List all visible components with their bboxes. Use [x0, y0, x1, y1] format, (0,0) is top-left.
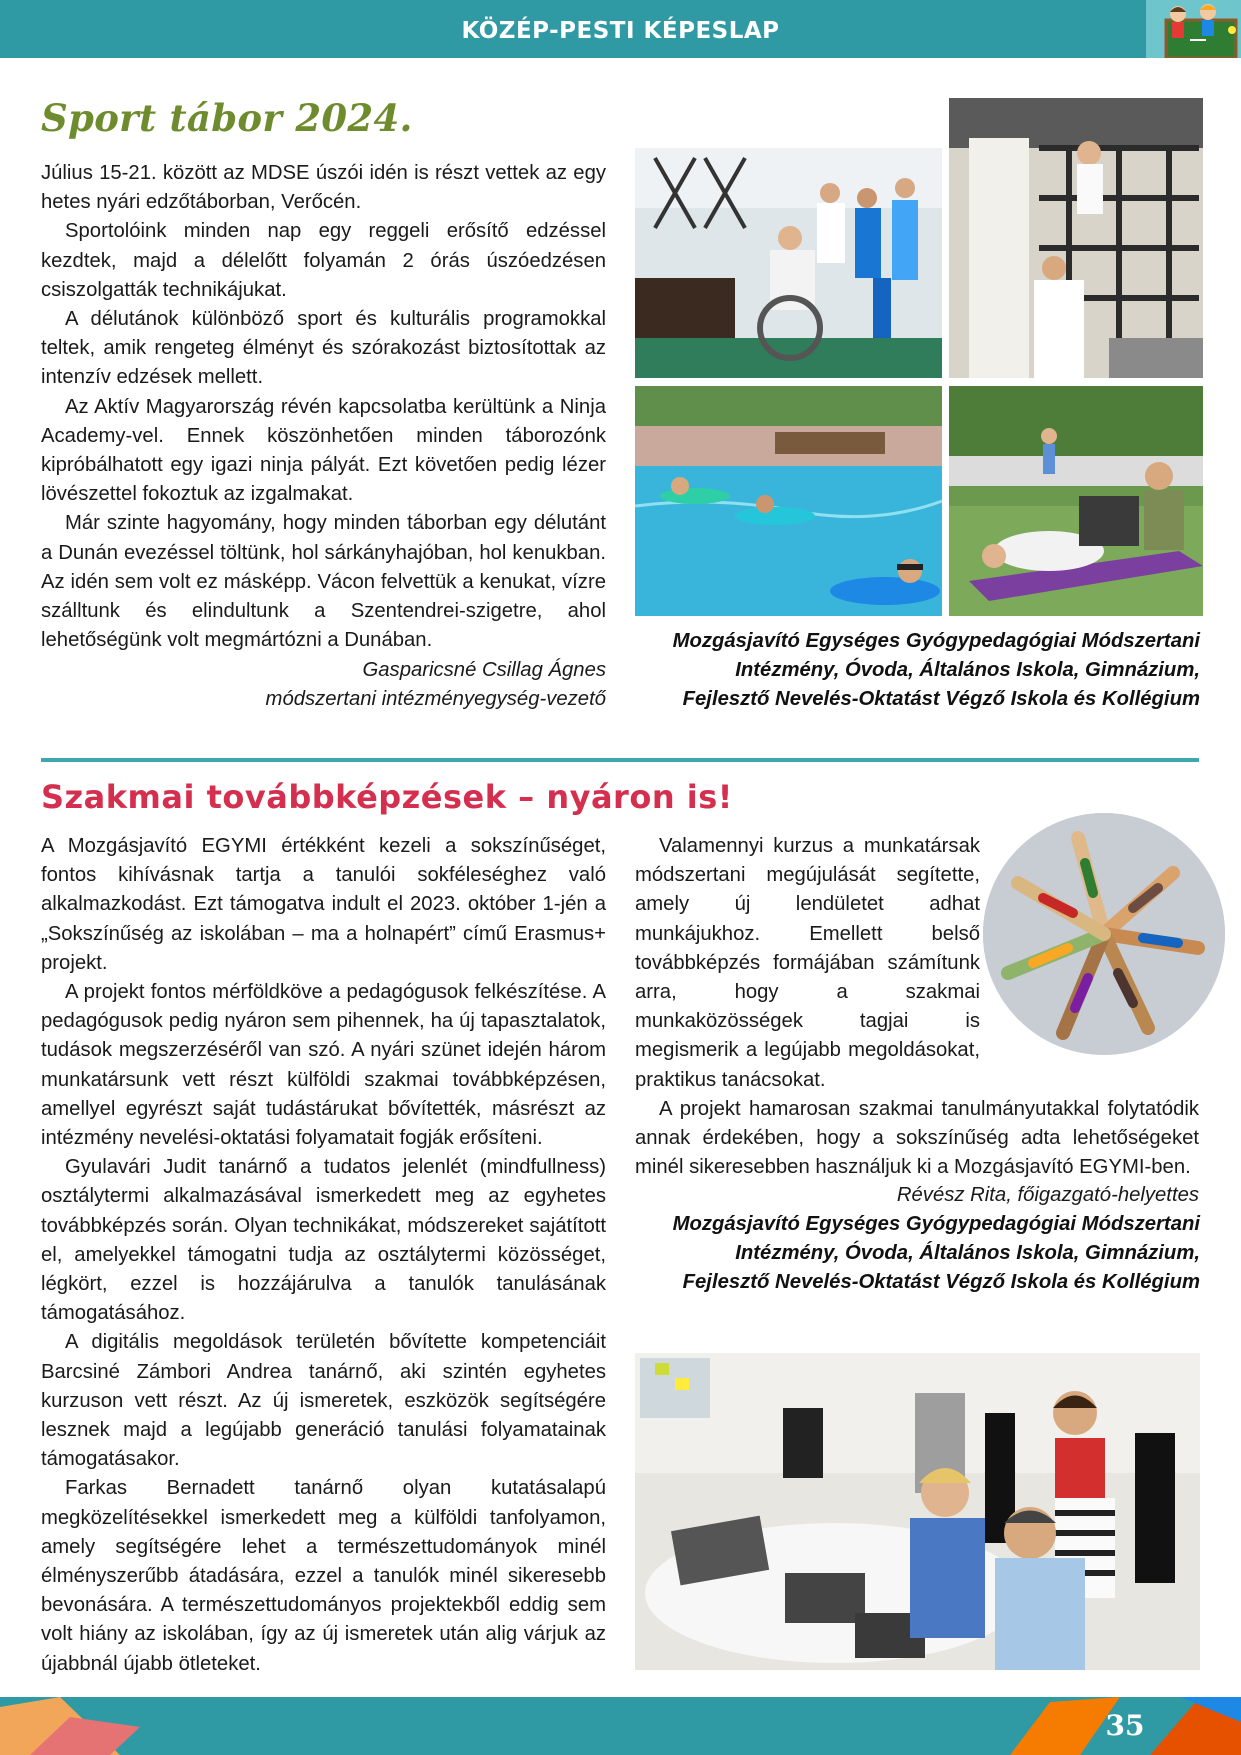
article1-paragraph: Már szinte hagyomány, hogy minden táborban egy délutánt a Dunán evezéssel töltünk, hol sárkányhajóban, hol kenukban. Az idén sem volt ez másképp. Vácon felvettük a kenukat, vízre szálltunk és elindultunk a Szentendrei-szigetre, ahol lehetőségünk volt megmártózni a Dunában.: [41, 512, 606, 652]
article1-signature: [41, 656, 606, 714]
article2-left-column: [41, 832, 606, 1679]
article1-body: [41, 159, 606, 655]
institution-line: Fejlesztő Nevelés-Oktatást Végző Iskola és Kollégium: [682, 1271, 1200, 1294]
magazine-title: KÖZÉP-PESTI KÉPESLAP: [461, 18, 780, 44]
article1-paragraph: Július 15-21. között az MDSE úszói idén is részt vettek az egy hetes nyári edzőtáborban, Verőcén.: [41, 162, 606, 214]
photo-pool-swimmers: [635, 386, 942, 616]
institution-line: Intézmény, Óvoda, Általános Iskola, Gimnázium,: [735, 1242, 1200, 1265]
photo-teachers-workshop: [635, 1353, 1200, 1670]
institution-line: Mozgásjavító Egységes Gyógypedagógiai Módszertani: [672, 630, 1200, 652]
article1-paragraph: Sportolóink minden nap egy reggeli erősítő edzéssel kezdtek, majd a délelőtt folyamán 2 órás úszóedzésen csiszolgatták technikájukat.: [41, 220, 606, 301]
institution-line: Intézmény, Óvoda, Általános Iskola, Gimnázium,: [735, 659, 1200, 682]
photo-ninja-climbing: [949, 98, 1203, 378]
photo-outdoor-exercise: [949, 386, 1203, 616]
article2-paragraph: A Mozgásjavító EGYMI értékként kezeli a sokszínűséget, fontos kihívásnak tartja a tanulói sokféleséghez való alkalmazkodást. Ezt támogatva indult el 2023. október 1-jén a „Sokszínűség az iskolában – ma a holnapért” című Erasmus+ projekt.: [41, 835, 606, 974]
article2-right-column: [635, 832, 1199, 1182]
article2-paragraph: Gyulavári Judit tanárnő a tudatos jelenlét (mindfullness) osztálytermi alkalmazásával ismerkedett meg az egyhetes továbbképzés során. Olyan technikákat, módszereket sajátított el, amelyekkel támogatni tudja az osztálytermi közösséget, légkört, ezzel is hozzájárulva a tanulók tanulásának támogatásához.: [41, 1156, 606, 1325]
article2-title: Szakmai továbbképzések – nyáron is!: [41, 778, 733, 816]
article2-paragraph: Valamennyi kurzus a munkatársak módszertani megújulását segítette, amely új lendületet adhat munkájukhoz. Emellett belső továbbképzés formájában számítunk arra, hogy a szakmai munkaközösségek tagjai is megismerik a legújabb megoldásokat, praktikus tanácsokat.: [635, 835, 980, 1091]
header-illustration: [1146, 0, 1241, 58]
photo-laser-shooting: [635, 148, 942, 378]
article1-paragraph: Az Aktív Magyarország révén kapcsolatba kerültünk a Ninja Academy-vel. Ennek köszönhetően minden táborozónk kipróbálhatott egy igazi ninja pályát. Ezt követően pedig lézer lövészettel fokoztuk az izgalmakat.: [41, 395, 606, 506]
page-footer-bar: [0, 1697, 1241, 1755]
signature-name: Gasparicsné Csillag Ágnes: [362, 659, 606, 681]
institution-line: Mozgásjavító Egységes Gyógypedagógiai Módszertani: [672, 1213, 1200, 1235]
institution-line: Fejlesztő Nevelés-Oktatást Végző Iskola és Kollégium: [682, 688, 1200, 711]
article2-paragraph: A projekt fontos mérföldköve a pedagógusok felkészítése. A pedagógusok pedig nyáron sem pihennek, ha új tapasztalatok, tudások megszerzéséről van szó. A nyári szünet idején három munkatársunk vett részt külföldi szakmai továbbképzésen, amellyel egyrészt saját tudástárukat bővítették, másrészt az intézmény nevelési-oktatási folyamatait fogják erősíteni.: [41, 981, 606, 1150]
article2-institution: [620, 1210, 1200, 1298]
article2-paragraph: A digitális megoldások területén bővítette kompetenciáit Barcsiné Zámbori Andrea tanárnő, aki szintén egyhetes kurzuson vett részt. Az új ismeretek, eszközök segítségére lesznek majd a legújabb generáció tanulási folyamatainak támogatásakor.: [41, 1331, 606, 1471]
article2-paragraph: A projekt hamarosan szakmai tanulmányutakkal folytatódik annak érdekében, hogy a sokszínűség adta lehetőségeket minél sikeresebben használjuk ki a Mozgásjavító EGYMI-ben.: [635, 1097, 1199, 1179]
article2-signature: Révész Rita, főigazgató-helyettes: [896, 1184, 1199, 1206]
article1-title: Sport tábor 2024.: [41, 96, 413, 140]
article1-institution: [620, 627, 1200, 715]
signature-role: módszertani intézményegység-vezető: [265, 688, 606, 711]
section-divider: [41, 758, 1199, 762]
page-number: 35: [1105, 1709, 1145, 1742]
article2-paragraph: Farkas Bernadett tanárnő olyan kutatásalapú megközelítésekkel ismerkedett meg a külföldi tanfolyamon, amely segítségére lehet a természettudományok minél élményszerűbb átadására, ezzel a tanulók minél sikeresebb bevonására. A természettudományos projektekből eddig sem volt hiány az iskolában, így az új ismeretek után alig várjuk az újabbnál újabb ötleteket.: [41, 1477, 606, 1675]
article1-paragraph: A délutánok különböző sport és kulturális programokkal teltek, amik rengeteg élményt és szórakozást biztosítottak az intenzív edzések mellett.: [41, 308, 606, 389]
